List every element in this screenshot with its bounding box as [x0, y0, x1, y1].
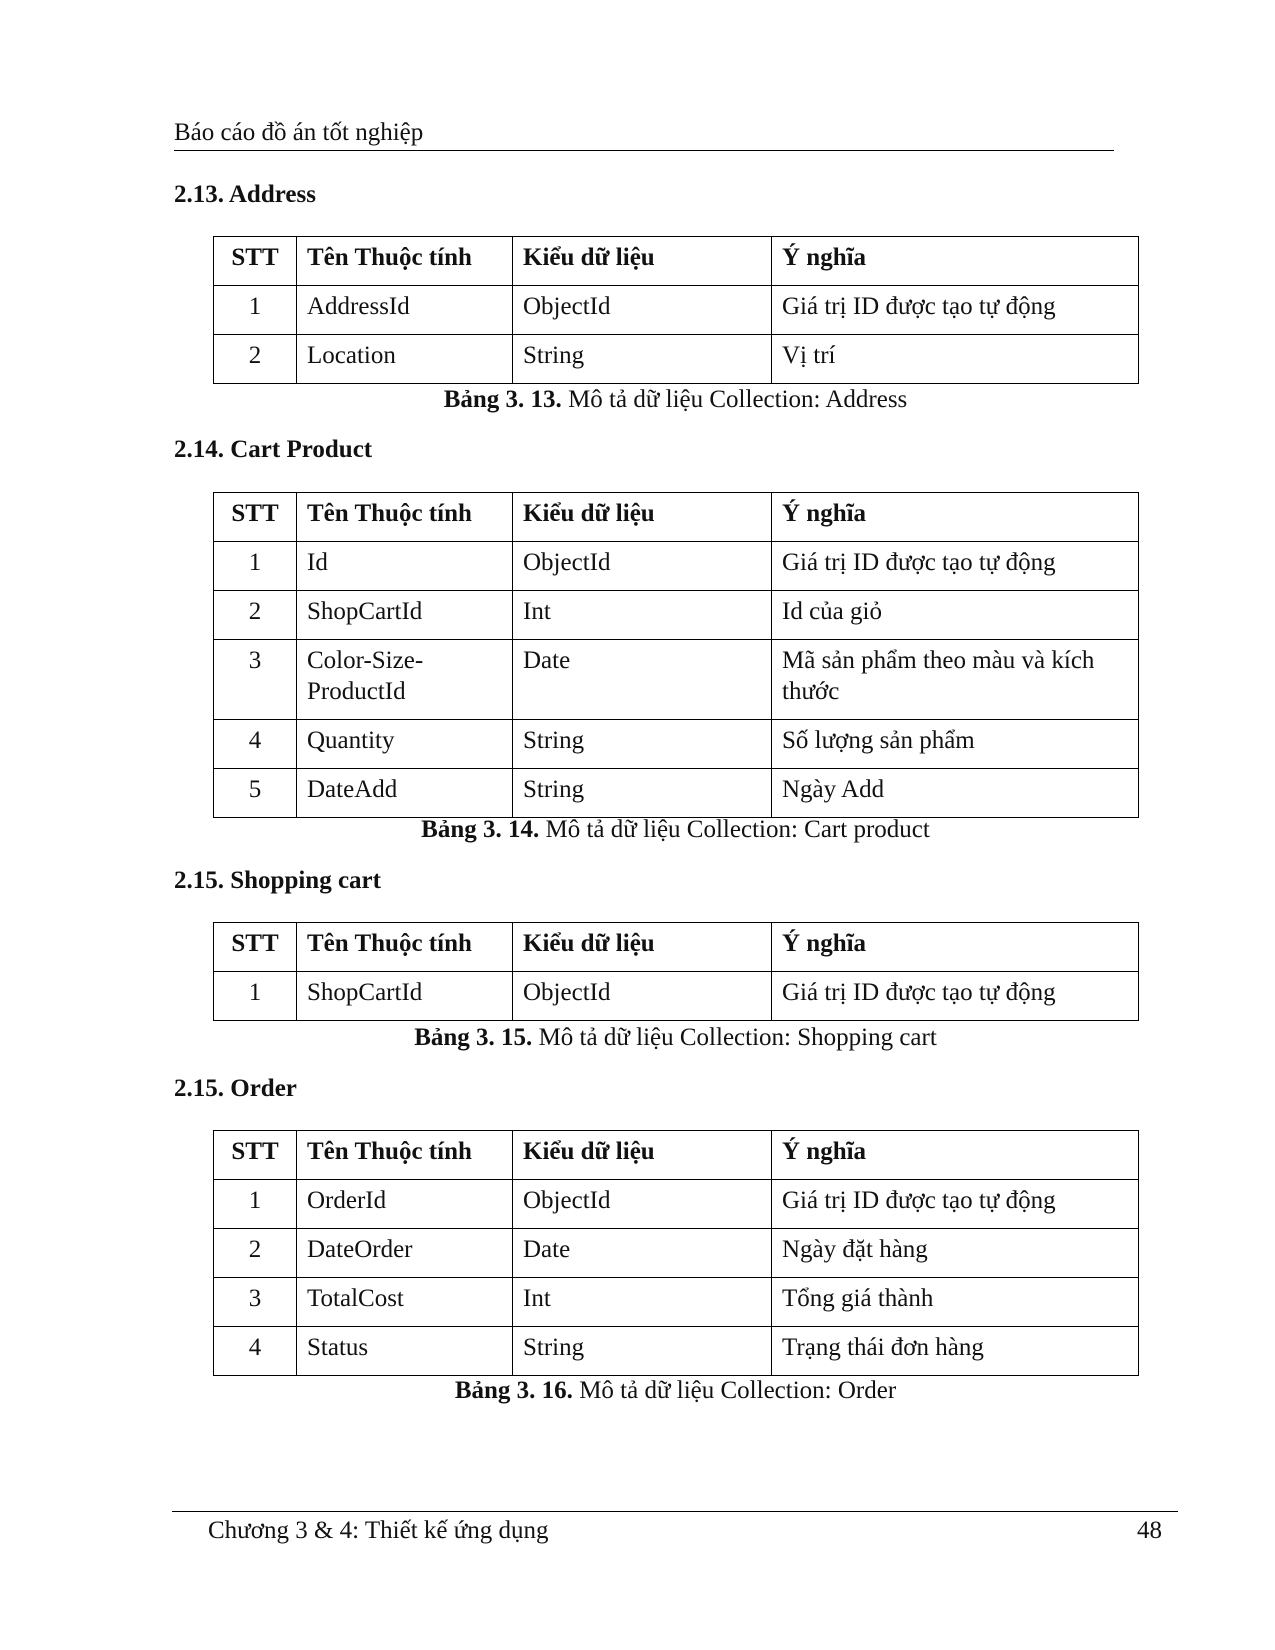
- table-cell: String: [513, 720, 772, 769]
- table-row: [214, 720, 1139, 769]
- table-cell: 4: [214, 720, 297, 769]
- column-header: Ý nghĩa: [772, 1131, 1139, 1180]
- table-cell: OrderId: [297, 1180, 513, 1229]
- order-table: [213, 1130, 1139, 1376]
- caption-text: Mô tả dữ liệu Collection: Order: [572, 1377, 897, 1404]
- section-heading-cart-product: 2.14. Cart Product: [174, 436, 373, 463]
- page-header: [174, 118, 1114, 151]
- table-cell: 2: [214, 1229, 297, 1278]
- column-header: Ý nghĩa: [772, 923, 1139, 972]
- table-cell: ShopCartId: [297, 591, 513, 640]
- table-cell: AddressId: [297, 286, 513, 335]
- caption-text: Mô tả dữ liệu Collection: Address: [561, 386, 908, 413]
- table-header-row: [214, 923, 1139, 972]
- table-cell: ShopCartId: [297, 972, 513, 1021]
- table-header-row: [214, 493, 1139, 542]
- table-cell: Số lượng sản phẩm: [772, 720, 1139, 769]
- cart-product-table: [213, 492, 1139, 818]
- table-cell: String: [513, 769, 772, 818]
- table-header-row: [214, 1131, 1139, 1180]
- table-row: [214, 1229, 1139, 1278]
- table-header-row: [214, 237, 1139, 286]
- table-cell: DateAdd: [297, 769, 513, 818]
- table-row: [214, 1278, 1139, 1327]
- table-cell: 1: [214, 1180, 297, 1229]
- column-header: Tên Thuộc tính: [297, 923, 513, 972]
- table-cell: 4: [214, 1327, 297, 1376]
- table-cell: Color-Size-ProductId: [297, 640, 513, 720]
- page-number: 48: [1137, 1517, 1162, 1544]
- table-cell: 1: [214, 542, 297, 591]
- table-cell: Vị trí: [772, 335, 1139, 384]
- column-header: Tên Thuộc tính: [297, 1131, 513, 1180]
- section-heading-address: 2.13. Address: [174, 181, 316, 208]
- column-header: Tên Thuộc tính: [297, 237, 513, 286]
- column-header: Kiểu dữ liệu: [513, 1131, 772, 1180]
- table-row: [214, 1180, 1139, 1229]
- footer-chapter: Chương 3 & 4: Thiết kế ứng dụng: [208, 1517, 549, 1544]
- column-header: Kiểu dữ liệu: [513, 237, 772, 286]
- table-cell: Giá trị ID được tạo tự động: [772, 542, 1139, 591]
- header-title: Báo cáo đồ án tốt nghiệp: [174, 119, 424, 146]
- table-row: [214, 591, 1139, 640]
- table-cell: 3: [214, 640, 297, 720]
- column-header: Kiểu dữ liệu: [513, 493, 772, 542]
- column-header: STT: [214, 923, 297, 972]
- table-row: [214, 769, 1139, 818]
- table-cell: Giá trị ID được tạo tự động: [772, 1180, 1139, 1229]
- column-header: Tên Thuộc tính: [297, 493, 513, 542]
- table-cell: String: [513, 1327, 772, 1376]
- table-cell: ObjectId: [513, 286, 772, 335]
- caption-label: Bảng 3. 16.: [454, 1377, 573, 1404]
- caption-label: Bảng 3. 14.: [421, 816, 540, 843]
- table-cell: Status: [297, 1327, 513, 1376]
- table-cell: Int: [513, 1278, 772, 1327]
- table-cell: 1: [214, 972, 297, 1021]
- shopping-cart-table: [213, 922, 1139, 1021]
- table-row: [214, 972, 1139, 1021]
- table-cell: 5: [214, 769, 297, 818]
- table-cell: Trạng thái đơn hàng: [772, 1327, 1139, 1376]
- column-header: STT: [214, 1131, 297, 1180]
- table-cell: DateOrder: [297, 1229, 513, 1278]
- column-header: Ý nghĩa: [772, 493, 1139, 542]
- caption-text: Mô tả dữ liệu Collection: Shopping cart: [532, 1024, 937, 1051]
- table-cell: 3: [214, 1278, 297, 1327]
- table-cell: Location: [297, 335, 513, 384]
- table-cell: Id của giỏ: [772, 591, 1139, 640]
- table-cell: TotalCost: [297, 1278, 513, 1327]
- column-header: Kiểu dữ liệu: [513, 923, 772, 972]
- section-heading-order: 2.15. Order: [174, 1075, 297, 1102]
- table-row: [214, 542, 1139, 591]
- table-cell: Quantity: [297, 720, 513, 769]
- table-cell: String: [513, 335, 772, 384]
- table-cell: Ngày Add: [772, 769, 1139, 818]
- column-header: STT: [214, 237, 297, 286]
- column-header: Ý nghĩa: [772, 237, 1139, 286]
- table-row: [214, 1327, 1139, 1376]
- table-caption: [213, 1376, 1138, 1406]
- table-cell: Giá trị ID được tạo tự động: [772, 286, 1139, 335]
- table-cell: ObjectId: [513, 1180, 772, 1229]
- table-cell: 2: [214, 335, 297, 384]
- page-footer: [172, 1511, 1178, 1544]
- table-cell: ObjectId: [513, 972, 772, 1021]
- table-cell: Tổng giá thành: [772, 1278, 1139, 1327]
- table-caption: [213, 1023, 1138, 1053]
- table-caption: [213, 815, 1138, 845]
- table-cell: Mã sản phẩm theo màu và kích thước: [772, 640, 1139, 720]
- caption-label: Bảng 3. 15.: [414, 1024, 533, 1051]
- table-cell: 2: [214, 591, 297, 640]
- table-cell: 1: [214, 286, 297, 335]
- table-cell: Id: [297, 542, 513, 591]
- column-header: STT: [214, 493, 297, 542]
- table-cell: Int: [513, 591, 772, 640]
- table-cell: Giá trị ID được tạo tự động: [772, 972, 1139, 1021]
- section-heading-shopping-cart: 2.15. Shopping cart: [174, 867, 381, 894]
- table-row: [214, 335, 1139, 384]
- table-caption: [213, 385, 1138, 415]
- table-row: [214, 286, 1139, 335]
- table-cell: Date: [513, 1229, 772, 1278]
- caption-text: Mô tả dữ liệu Collection: Cart product: [539, 816, 930, 843]
- table-cell: ObjectId: [513, 542, 772, 591]
- table-cell: Date: [513, 640, 772, 720]
- table-cell: Ngày đặt hàng: [772, 1229, 1139, 1278]
- caption-label: Bảng 3. 13.: [443, 386, 562, 413]
- table-row: [214, 640, 1139, 720]
- address-table: [213, 236, 1139, 384]
